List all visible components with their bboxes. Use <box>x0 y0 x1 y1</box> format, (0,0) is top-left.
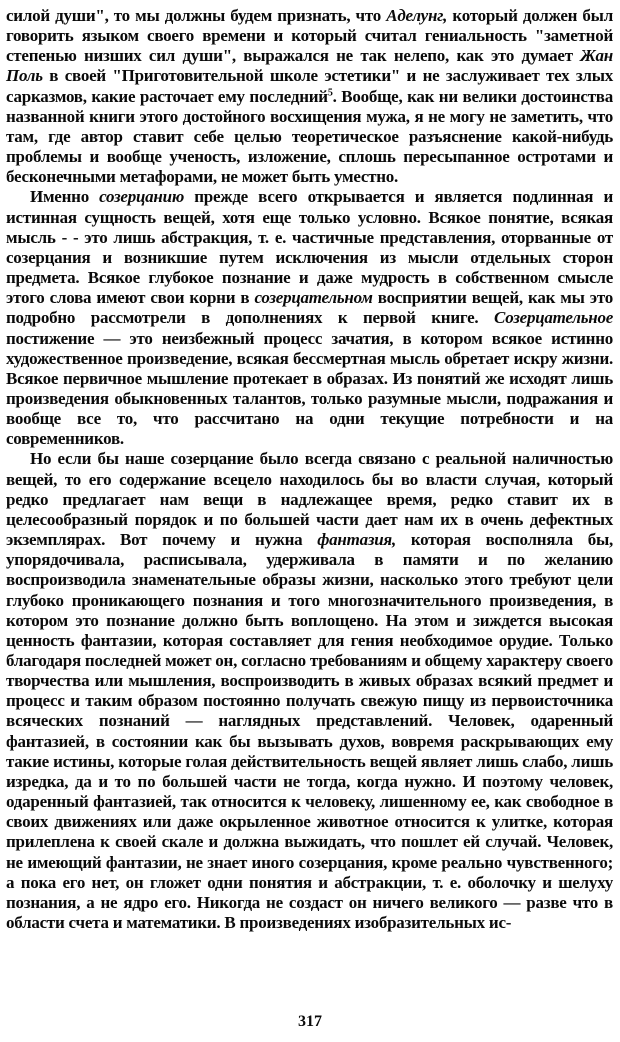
emphasized-text: фантазия, <box>317 530 396 550</box>
text-run: который должен был говорить языком своего времени и который считал гениальность "заметной степенью низших сил души", выражался не так нелепо, как это думает <box>6 6 613 66</box>
text-run: в своей "Приготовительной школе эстетики" и не заслуживает тех злых сарказмов, какие расточает ему последний <box>6 66 613 106</box>
text-run: которая восполняла бы, упорядочивала, расписывала, удерживала в памяти и по желанию воспроизводила знаменательные образы жизни, насколько этого требуют цели глубоко проникающего познания и того многозначительного произведения, в котором это познание должно быть воплощено. На этом и зиждется высокая ценность фантазии, которая составляет для гения необходимое орудие. Только благодаря последней может он, согласно требованиям и общему характеру своего творчества или мышления, воспроизводить в живых образах всякий предмет и процесс и таким образом постоянно получать свежую пищу из первоисточника всяческих познаний — наглядных представлений. Человек, одаренный фантазией, в состоянии как бы вызывать духов, вовремя раскрывающих ему такие истины, которые голая действительность вещей являет лишь слабо, лишь изредка, да и то по большей части не тогда, когда нужно. И поэтому человек, одаренный фантазией, так относится к человеку, лишенному ее, как свободное в своих движениях или даже окрыленное животное относится к улитке, которая прилеплена к своей скале и должна выжидать, что пошлет ей случай. Человек, не имеющий фантазии, не знает иного созерцания, кроме реально чувственного; а пока его нет, он гложет одни понятия и абстракции, т. е. оболочку и шелуху познания, а не ядро его. Никогда не создаст он ничего великого — разве что в области счета и математики. В произведениях изобразительных ис- <box>6 530 613 933</box>
text-run: Именно <box>30 187 100 207</box>
emphasized-text: Аделунг, <box>386 6 448 25</box>
text-run: прежде всего открывается и является подлинная и истинная сущность вещей, хотя еще только условно. Всякое понятие, всякая мысль - - это лишь абстракция, т. е. частичные представления, оторванные от созерцания и возникшие путем исключения из мысли отдельных сторон предмета. Всякое глубокое познание и даже мудрость в собственном смысле этого слова имеют свои корни в <box>6 187 613 308</box>
emphasized-text: созерцанию <box>99 187 184 207</box>
paragraph <box>6 6 613 187</box>
page-number: 317 <box>298 1013 322 1030</box>
body-text <box>6 6 613 933</box>
text-run: силой души", то мы должны будем признать, что <box>6 6 387 25</box>
text-run: Но если бы наше созерцание было всегда связано с реальной наличностью вещей, то его содержание всецело находилось бы во власти случая, который редко предлагает нам вещи в надлежащее время, редко ставит их в целесообразный порядок и по большей части дает нам их в очень дефектных экземплярах. Вот почему и нужна <box>6 449 613 550</box>
text-run: постижение — это неизбежный процесс зачатия, в котором всякое истинно художественное произведение, всякая бессмертная мысль обретает искру жизни. Всякое первичное мышление протекает в образах. Из понятий же исходят лишь произведения обыкновенных талантов, только разумные мысли, подражания и вообще все то, что рассчитано на одни текущие потребности и на современников. <box>6 328 613 449</box>
footnote-reference: 5 <box>327 86 333 98</box>
paragraph <box>6 449 613 933</box>
text-run: восприятии вещей, как мы это подробно рассмотрели в дополнениях к первой книге. <box>6 288 613 328</box>
text-run: . Вообще, как ни велики достоинства названной книги этого достойного восхищения мужа, я не могу не заметить, что там, где автор ставит себе целью теоретическое разъяснение какой-нибудь проблемы и вообще ученость, изложение, сплошь пересыпанное остротами и бесконечными метафорами, не может быть уместно. <box>6 86 613 187</box>
emphasized-text: созерцательном <box>254 288 373 308</box>
emphasized-text: Созерцательное <box>494 308 613 328</box>
emphasized-text: Жан Поль <box>6 46 613 86</box>
paragraph <box>6 187 613 449</box>
